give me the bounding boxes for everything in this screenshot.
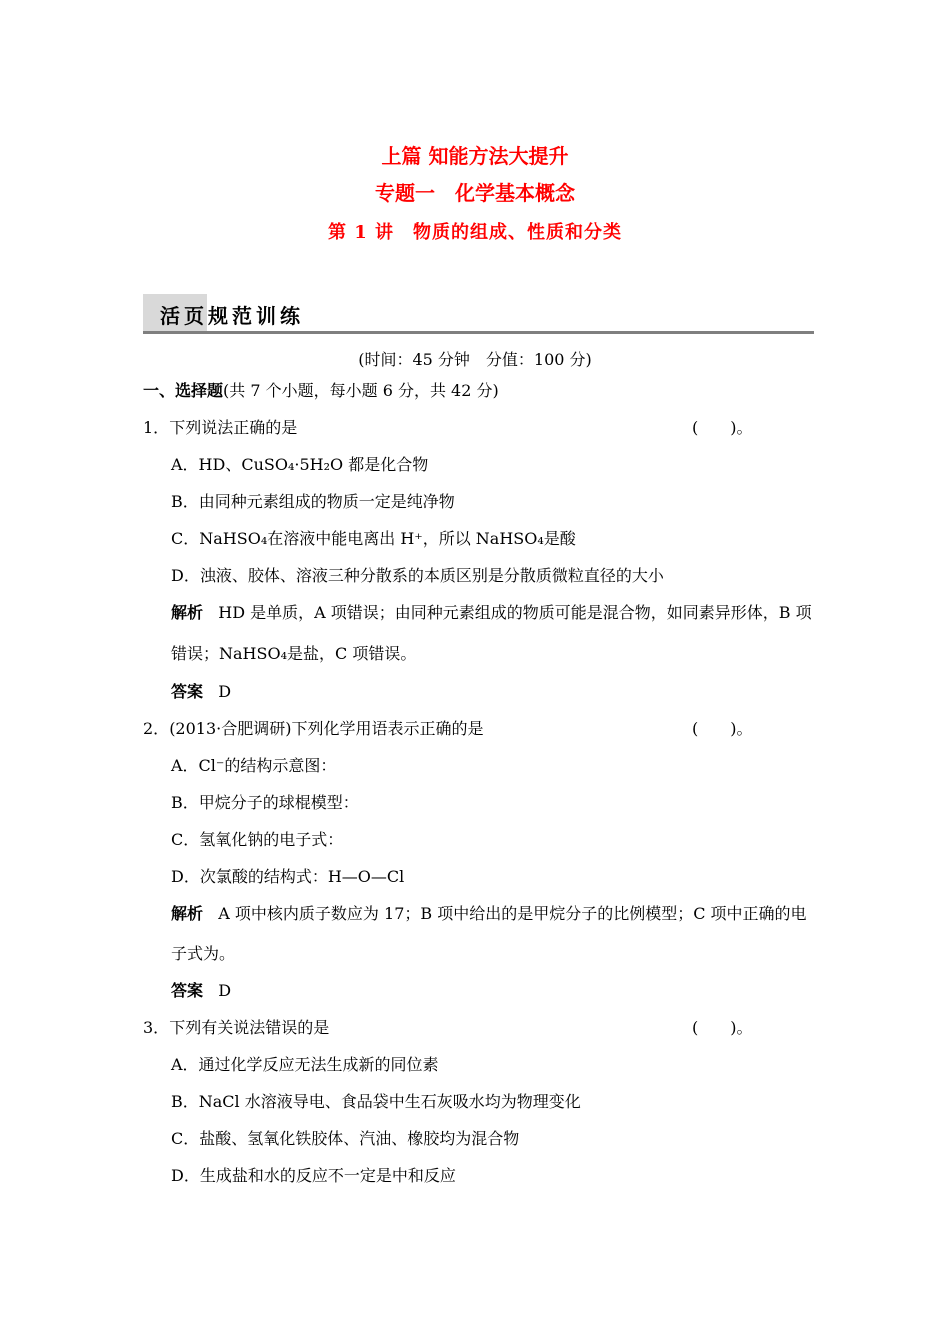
analysis-label: 解析 bbox=[171, 603, 204, 622]
option-d: D．次氯酸的结构式：H—O—Cl bbox=[171, 867, 405, 886]
topic-title: 专题一 化学基本概念 bbox=[375, 181, 575, 205]
option-c: C．盐酸、氢氧化铁胶体、汽油、橡胶均为混合物 bbox=[171, 1129, 520, 1148]
answer-value: D bbox=[218, 981, 232, 1000]
question-source: (2013·合肥调研) bbox=[169, 719, 292, 738]
question-1-stem bbox=[143, 415, 297, 438]
answer-label: 答案 bbox=[171, 981, 204, 1000]
question-text: 下列说法正确的是 bbox=[169, 418, 298, 437]
answer-value: D bbox=[218, 682, 232, 701]
answer-bracket: ( )。 bbox=[692, 418, 753, 437]
banner-title: 活页规范训练 bbox=[160, 304, 304, 328]
option-d: D．生成盐和水的反应不一定是中和反应 bbox=[171, 1166, 456, 1185]
question-text: 下列有关说法错误的是 bbox=[169, 1018, 330, 1037]
question-2-stem bbox=[143, 716, 484, 739]
timing-info: (时间：45 分钟 分值：100 分) bbox=[358, 350, 592, 369]
answer-line bbox=[171, 679, 231, 702]
option-d: D．浊液、胶体、溶液三种分散系的本质区别是分散质微粒直径的大小 bbox=[171, 566, 664, 585]
section-label: 一、选择题 bbox=[143, 381, 224, 400]
option-c: C．氢氧化钠的电子式： bbox=[171, 830, 344, 849]
analysis-line-1 bbox=[171, 901, 807, 924]
part-title: 上篇 知能方法大提升 bbox=[381, 144, 569, 168]
analysis-text: HD 是单质，A 项错误；由同种元素组成的物质可能是混合物，如同素异形体，B 项 bbox=[218, 603, 812, 622]
answer-label: 答案 bbox=[171, 682, 204, 701]
lesson-title: 第 1 讲 物质的组成、性质和分类 bbox=[327, 222, 623, 243]
banner-divider bbox=[143, 331, 814, 334]
answer-bracket: ( )。 bbox=[692, 1018, 753, 1037]
answer-bracket: ( )。 bbox=[692, 719, 753, 738]
question-number: 1． bbox=[143, 418, 170, 437]
option-b: B．由同种元素组成的物质一定是纯净物 bbox=[171, 492, 455, 511]
option-a: A．HD、CuSO₄·5H₂O 都是化合物 bbox=[171, 455, 429, 474]
question-number: 3． bbox=[143, 1018, 170, 1037]
analysis-line-2: 子式为。 bbox=[171, 944, 236, 963]
analysis-text: A 项中核内质子数应为 17；B 项中给出的是甲烷分子的比例模型；C 项中正确的电 bbox=[218, 904, 807, 923]
question-text: 下列化学用语表示正确的是 bbox=[291, 719, 484, 738]
analysis-line-2: 错误；NaHSO₄是盐，C 项错误。 bbox=[171, 644, 417, 663]
option-b: B．甲烷分子的球棍模型： bbox=[171, 793, 359, 812]
question-number: 2． bbox=[143, 719, 170, 738]
section-note: (共 7 个小题，每小题 6 分，共 42 分) bbox=[223, 381, 499, 400]
analysis-label: 解析 bbox=[171, 904, 204, 923]
analysis-line-1 bbox=[171, 600, 812, 623]
option-a: A．Cl⁻的结构示意图： bbox=[171, 756, 337, 775]
option-c: C．NaHSO₄在溶液中能电离出 H⁺，所以 NaHSO₄是酸 bbox=[171, 529, 576, 548]
answer-line bbox=[171, 978, 231, 1001]
section-header bbox=[143, 378, 499, 401]
option-b: B．NaCl 水溶液导电、食品袋中生石灰吸水均为物理变化 bbox=[171, 1092, 581, 1111]
option-a: A．通过化学反应无法生成新的同位素 bbox=[171, 1055, 439, 1074]
question-3-stem bbox=[143, 1015, 329, 1038]
